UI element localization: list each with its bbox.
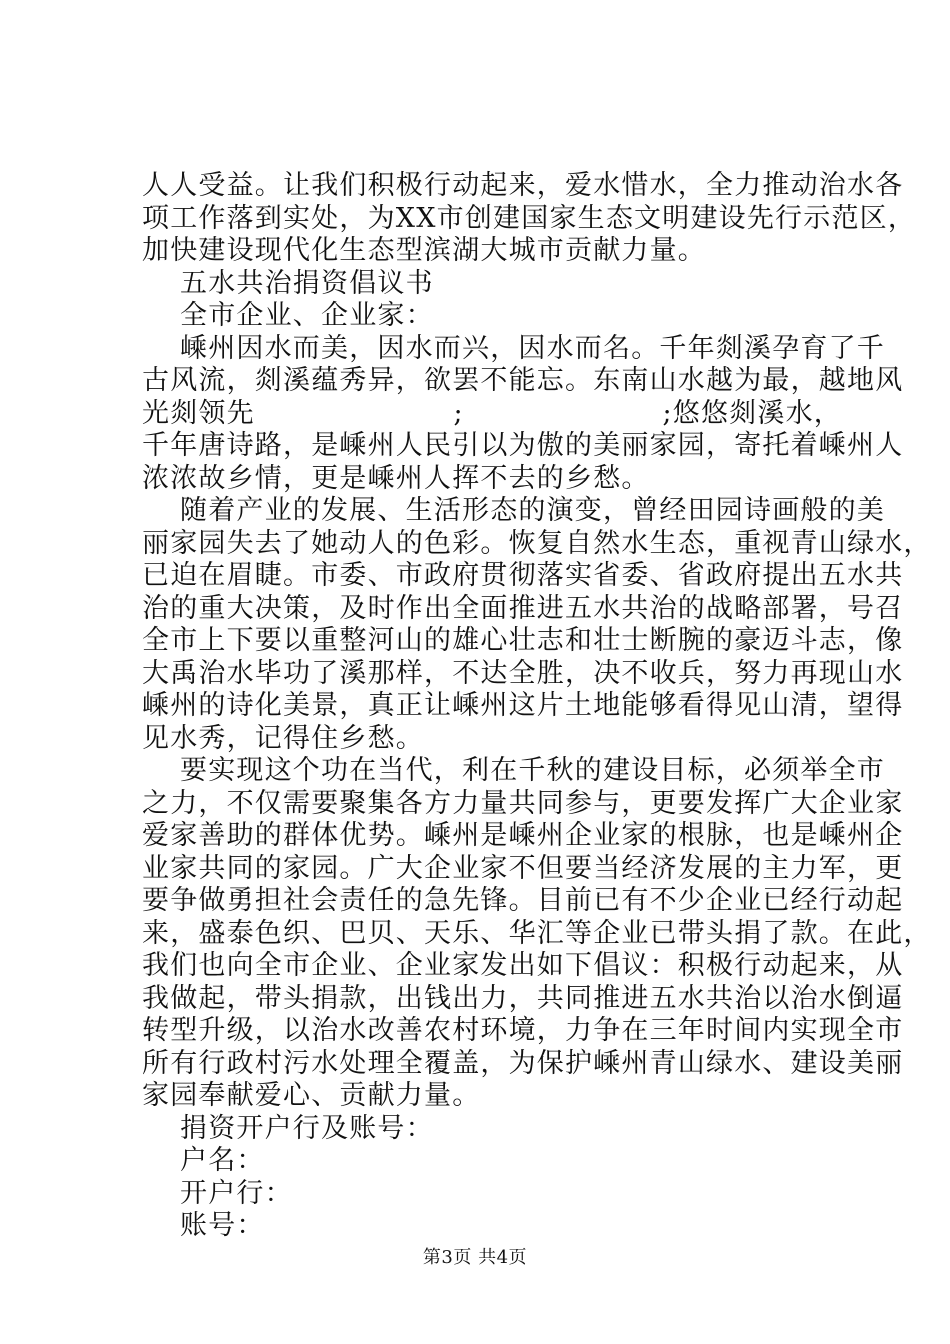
body-line: 治的重大决策，及时作出全面推进五水共治的战略部署，号召: [142, 592, 904, 624]
body-line: 全市上下要以重整河山的雄心壮志和壮士断腕的豪迈斗志，像: [142, 625, 904, 656]
body-line: 大禹治水毕功了溪那样，不达全胜，决不收兵，努力再现山水: [142, 657, 904, 689]
body-line: 随着产业的发展、生活形态的演变，曾经田园诗画般的美: [180, 495, 885, 526]
body-line-part: ;悠悠剡溪水，: [662, 397, 842, 429]
account-number-label: 账号：: [180, 1210, 265, 1241]
body-line: 我做起，带头捐款，出钱出力，共同推进五水共治以治水倒逼: [142, 982, 904, 1014]
body-line: 丽家园失去了她动人的色彩。恢复自然水生态，重视青山绿水，: [142, 527, 932, 559]
body-line: 爱家善助的群体优势。嵊州是嵊州企业家的根脉，也是嵊州企: [142, 820, 904, 851]
body-line: 我们也向全市企业、企业家发出如下倡议：积极行动起来，从: [142, 950, 904, 981]
body-line: 人人受益。让我们积极行动起来，爱水惜水，全力推动治水各: [142, 170, 904, 201]
body-line: 浓浓故乡情，更是嵊州人挥不去的乡愁。: [142, 462, 650, 494]
body-line: 要争做勇担社会责任的急先锋。目前已有不少企业已经行动起: [142, 885, 904, 916]
body-line: 来，盛泰色织、巴贝、天乐、华汇等企业已带头捐了款。在此，: [142, 917, 932, 949]
body-line-part: ;: [453, 397, 464, 429]
body-line: 家园奉献爱心、贡献力量。: [142, 1080, 481, 1111]
page-number: 第3页 共4页: [422, 1247, 528, 1268]
proposal-title: 五水共治捐资倡议书: [180, 267, 434, 299]
body-line: 古风流，剡溪蕴秀异，欲罢不能忘。东南山水越为最，越地风: [142, 365, 904, 396]
body-line: 要实现这个功在当代，利在千秋的建设目标，必须举全市: [180, 755, 885, 786]
body-line: 见水秀，记得住乡愁。: [142, 722, 424, 754]
account-name-label: 户名：: [180, 1145, 265, 1176]
body-line: 业家共同的家园。广大企业家不但要当经济发展的主力军，更: [142, 852, 904, 884]
salutation: 全市企业、企业家：: [180, 300, 434, 331]
body-line: 嵊州因水而美，因水而兴，因水而名。千年剡溪孕育了千: [180, 332, 885, 364]
body-line: 项工作落到实处，为XX市创建国家生态文明建设先行示范区，: [142, 202, 917, 234]
account-heading: 捐资开户行及账号：: [180, 1112, 434, 1144]
body-line: 嵊州的诗化美景，真正让嵊州这片土地能够看得见山清，望得: [142, 690, 904, 721]
body-line: 加快建设现代化生态型滨湖大城市贡献力量。: [142, 235, 706, 266]
body-line: 之力，不仅需要聚集各方力量共同参与，更要发挥广大企业家: [142, 787, 904, 819]
body-line: 千年唐诗路，是嵊州人民引以为傲的美丽家园，寄托着嵊州人: [142, 430, 904, 461]
body-line-part: 光剡领先: [142, 397, 255, 429]
bank-label: 开户行：: [180, 1177, 293, 1209]
body-line: 已迫在眉睫。市委、市政府贯彻落实省委、省政府提出五水共: [142, 560, 904, 591]
body-line: 所有行政村污水处理全覆盖，为保护嵊州青山绿水、建设美丽: [142, 1047, 904, 1079]
document-body: [142, 170, 932, 1243]
body-line-spread: [142, 398, 842, 431]
body-line: 转型升级，以治水改善农村环境，力争在三年时间内实现全市: [142, 1015, 904, 1046]
